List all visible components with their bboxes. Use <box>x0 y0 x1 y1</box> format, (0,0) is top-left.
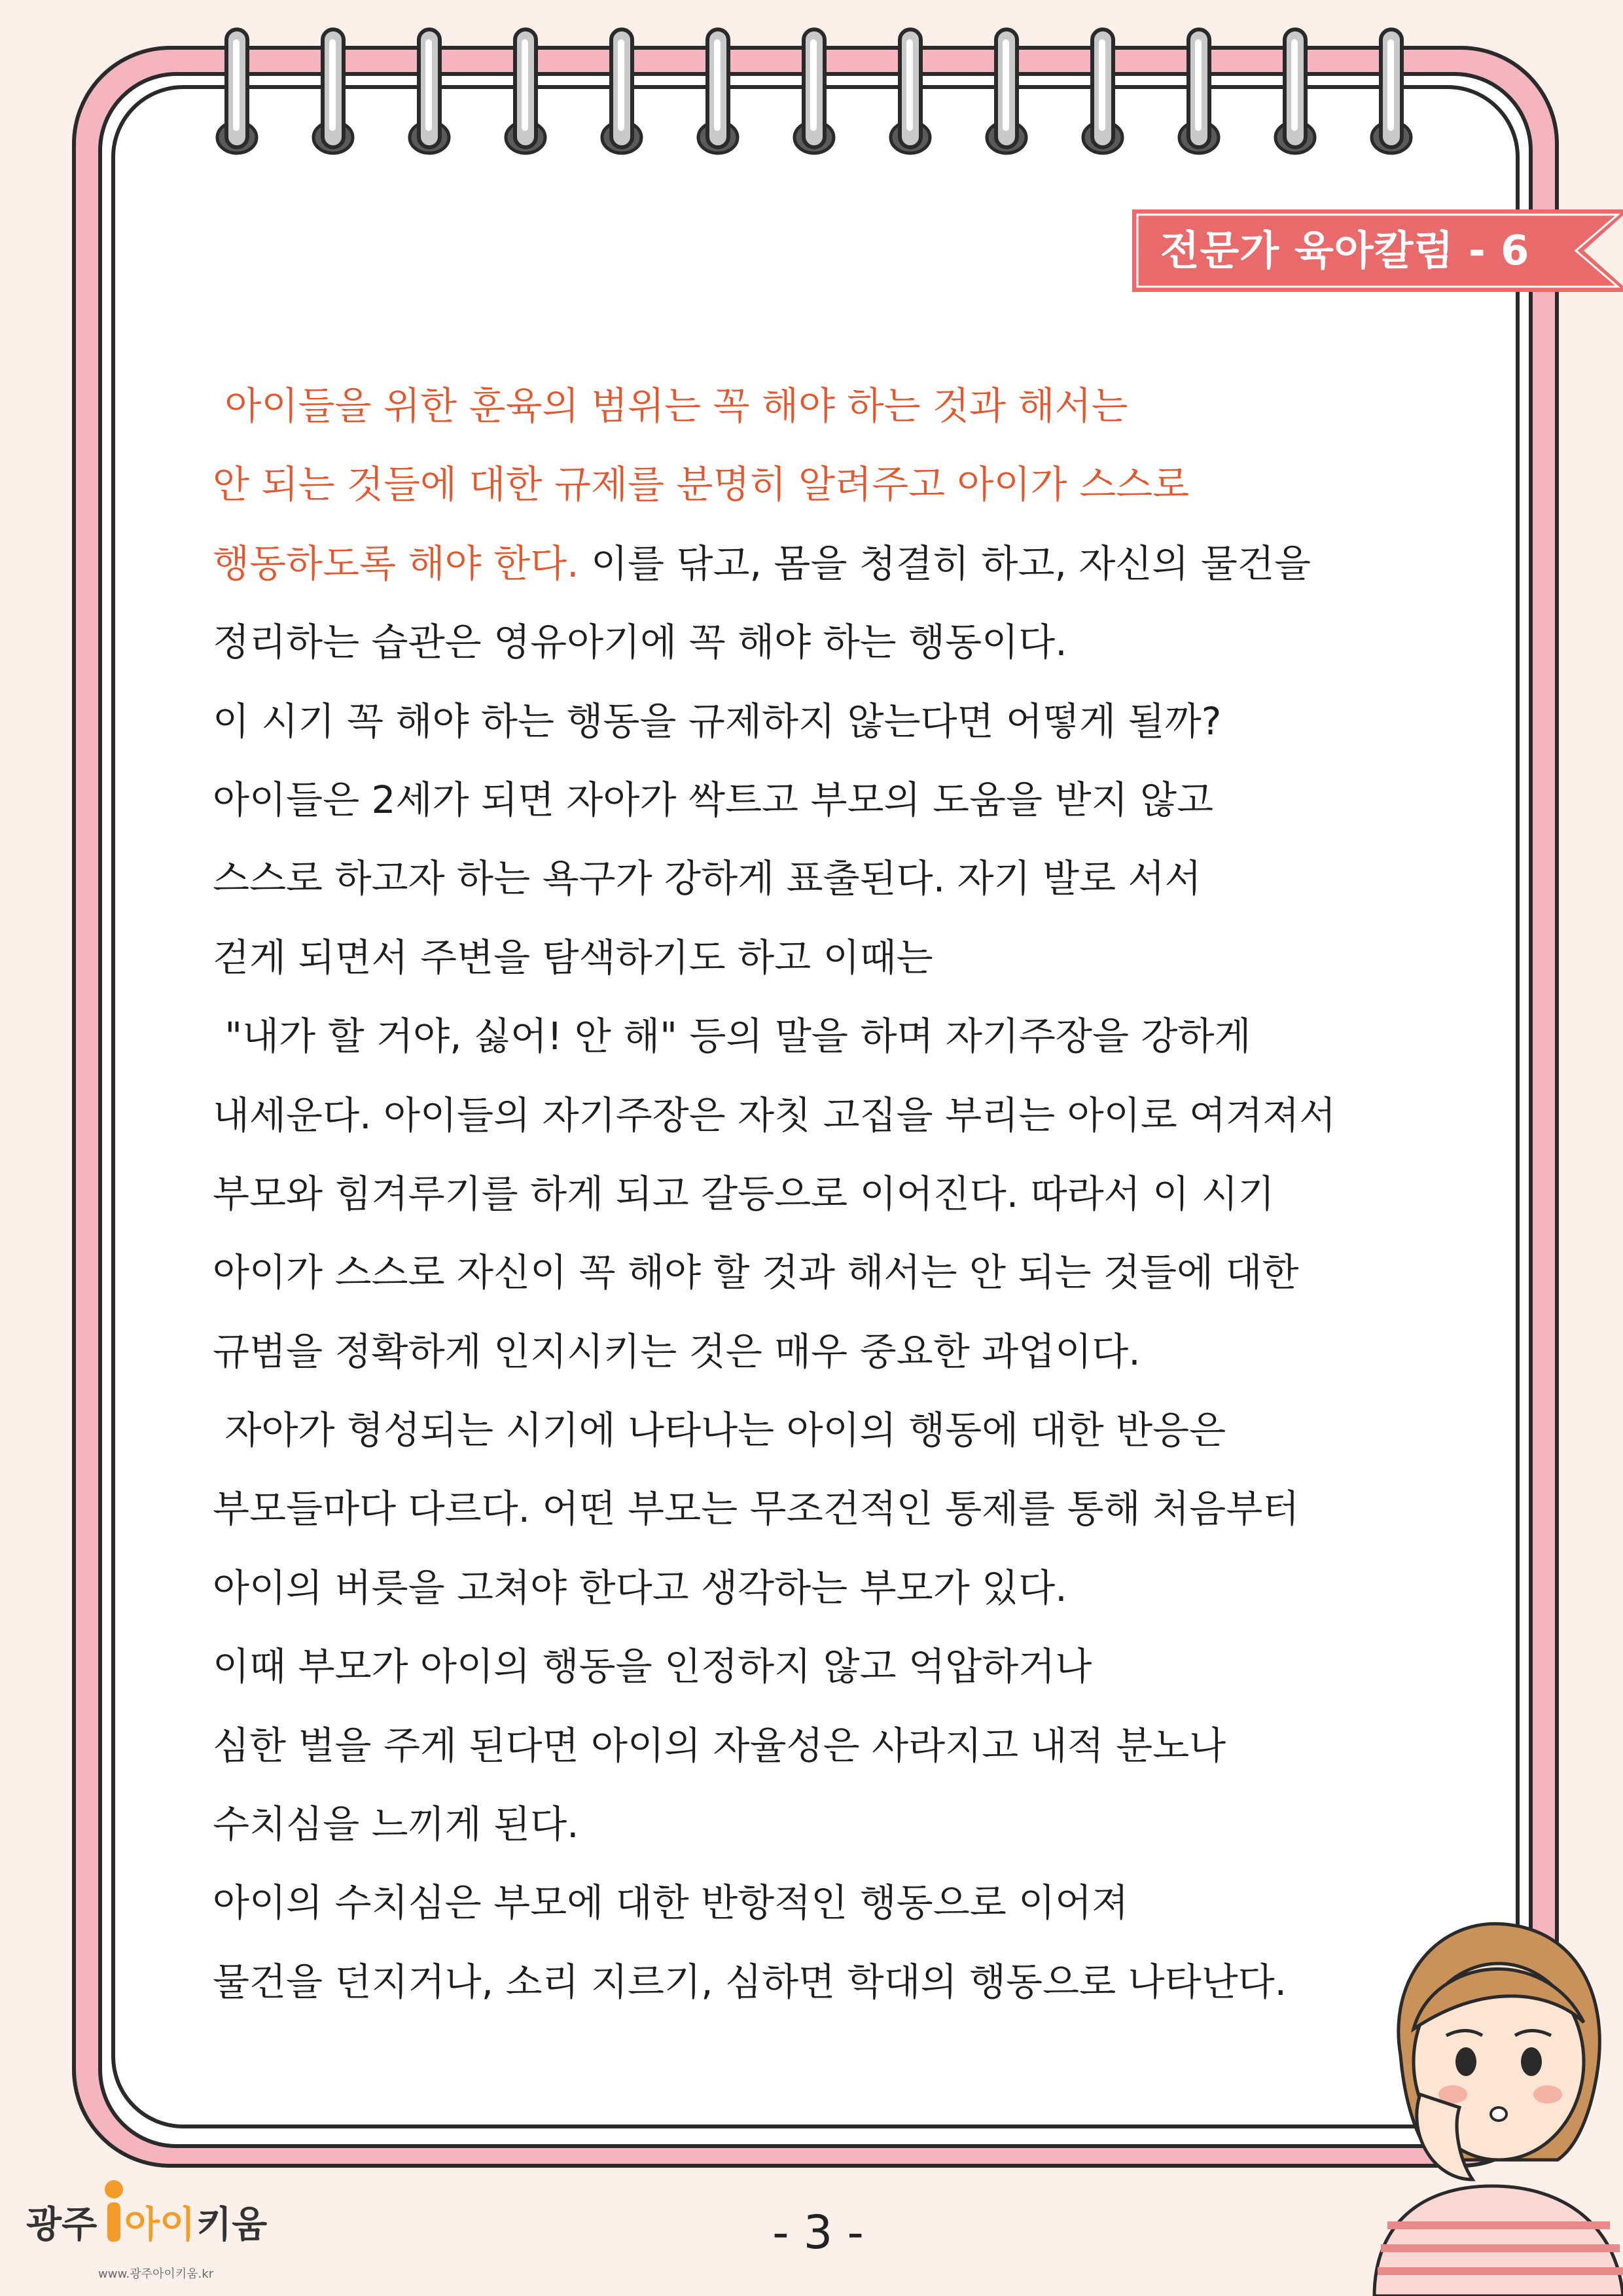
body-text-segment: 규범을 정확하게 인지시키는 것은 매우 중요한 과업이다. <box>213 1329 1141 1374</box>
article-line <box>213 1312 1456 1391</box>
ring-highlight <box>906 39 913 131</box>
column-title: 전문가 육아칼럼 - 6화 <box>1160 226 1530 357</box>
highlighted-text: 아이들을 위한 훈육의 범위는 꼭 해야 하는 것과 해서는 <box>213 384 1128 428</box>
ring-highlight <box>810 39 817 131</box>
body-text-segment: 이때 부모가 아이의 행동을 인정하지 않고 억압하거나 <box>213 1644 1092 1689</box>
article-line <box>213 682 1456 761</box>
highlighted-text: 행동하도록 해야 한다. <box>213 541 579 586</box>
ring-highlight <box>233 39 240 131</box>
ring-highlight <box>1195 39 1202 131</box>
article-line <box>213 918 1456 997</box>
worried-woman-illustration <box>1361 1898 1623 2296</box>
article-line <box>213 524 1456 603</box>
highlighted-text: 안 되는 것들에 대한 규제를 분명히 알려주고 아이가 스스로 <box>213 462 1190 507</box>
body-text-segment: 이를 닦고, 몸을 청결히 하고, 자신의 물건을 <box>579 541 1311 586</box>
article-line <box>213 1549 1456 1627</box>
ring-highlight <box>714 39 721 131</box>
spiral-binding <box>0 0 1623 196</box>
article-line <box>213 1391 1456 1469</box>
ring-highlight <box>522 39 528 131</box>
article-line <box>213 445 1456 524</box>
article-line <box>213 1233 1456 1312</box>
article-line <box>213 1706 1456 1785</box>
body-text-segment: 자아가 형성되는 시기에 나타나는 아이의 행동에 대한 반응은 <box>213 1408 1226 1453</box>
article-line <box>213 1627 1456 1706</box>
ring-highlight <box>329 39 336 131</box>
logo-text-kium: 키움 <box>196 2204 268 2246</box>
body-text-segment: 아이의 수치심은 부모에 대한 반항적인 행동으로 이어져 <box>213 1880 1129 1926</box>
body-text-segment: 심한 벌을 주게 된다면 아이의 자율성은 사라지고 내적 분노나 <box>213 1723 1226 1768</box>
article-line <box>213 761 1456 839</box>
article-line <box>213 1076 1456 1155</box>
body-text-segment: 정리하는 습관은 영유아기에 꼭 해야 하는 행동이다. <box>213 620 1067 665</box>
article-line <box>213 1155 1456 1233</box>
body-text-segment: 아이가 스스로 자신이 꼭 해야 할 것과 해서는 안 되는 것들에 대한 <box>213 1250 1299 1295</box>
article-line <box>213 1785 1456 1863</box>
article-line <box>213 997 1456 1075</box>
logo-text-gwangju: 광주 <box>26 2204 98 2246</box>
article-body <box>213 367 1456 2021</box>
article-line <box>213 839 1456 918</box>
article-line <box>213 1943 1456 2021</box>
ring-highlight <box>1387 39 1394 131</box>
body-text-segment: 스스로 하고자 하는 욕구가 강하게 표출된다. 자기 발로 서서 <box>213 856 1202 901</box>
body-text-segment: 수치심을 느끼게 된다. <box>213 1802 579 1847</box>
body-text-segment: 아이의 버릇을 고쳐야 한다고 생각하는 부모가 있다. <box>213 1565 1067 1610</box>
body-text-segment: 아이들은 2세가 되면 자아가 싹트고 부모의 도움을 받지 않고 <box>213 777 1214 822</box>
body-text-segment: 물건을 던지거나, 소리 지르기, 심하면 학대의 행동으로 나타난다. <box>213 1959 1287 2004</box>
body-text-segment: 내세운다. 아이들의 자기주장은 자칫 고집을 부리는 아이로 여겨져서 <box>213 1092 1336 1138</box>
logo-url: www.광주아이키움.kr <box>98 2267 214 2281</box>
ring-highlight <box>1291 39 1298 131</box>
body-text-segment: 이 시기 꼭 해야 하는 행동을 규제하지 않는다면 어떻게 될까? <box>213 698 1222 744</box>
body-text-segment: 걷게 되면서 주변을 탐색하기도 하고 이때는 <box>213 935 933 980</box>
article-line <box>213 367 1456 445</box>
body-text-segment: 부모들마다 다르다. 어떤 부모는 무조건적인 통제를 통해 처음부터 <box>213 1486 1300 1532</box>
page-number: - 3 - <box>772 2206 864 2259</box>
ring-highlight <box>425 39 432 131</box>
body-text-segment: "내가 할 거야, 싫어! 안 해" 등의 말을 하며 자기주장을 강하게 <box>213 1014 1251 1059</box>
article-line <box>213 603 1456 681</box>
ring-highlight <box>1099 39 1105 131</box>
ring-highlight <box>618 39 624 131</box>
ring-highlight <box>1003 39 1009 131</box>
article-line <box>213 1863 1456 1942</box>
article-line <box>213 1469 1456 1548</box>
body-text-segment: 부모와 힘겨루기를 하게 되고 갈등으로 이어진다. 따라서 이 시기 <box>213 1171 1275 1216</box>
logo-text-ai: 아이 <box>124 2204 196 2246</box>
